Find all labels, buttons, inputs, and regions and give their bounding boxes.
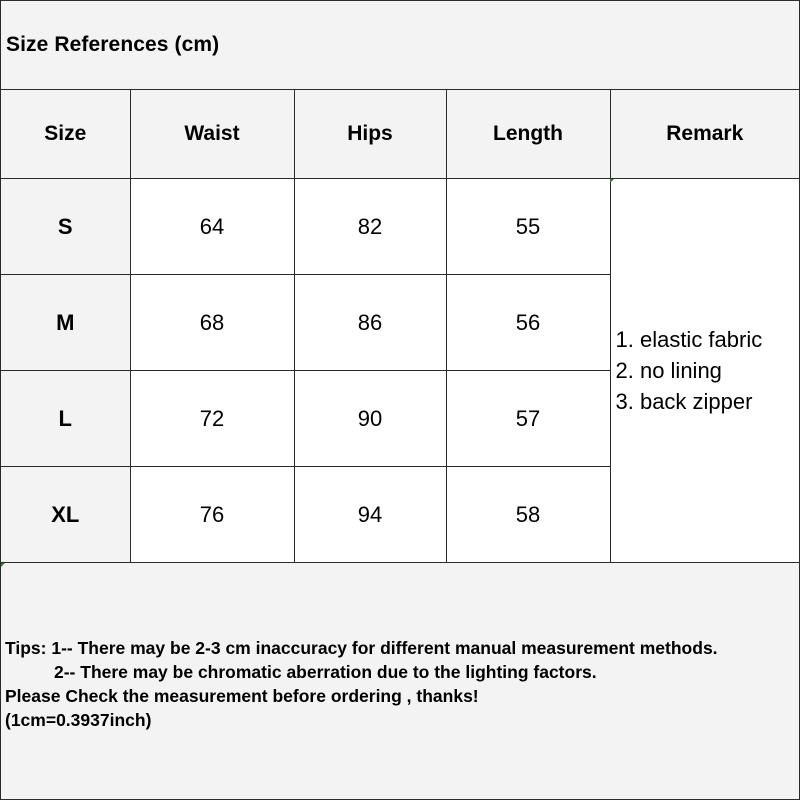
size-cell: XL <box>1 467 130 563</box>
tips-text <box>5 636 718 732</box>
size-cell: L <box>1 371 130 467</box>
waist-cell: 76 <box>130 467 294 563</box>
remark-cell <box>610 179 799 563</box>
length-cell: 55 <box>446 179 610 275</box>
header-length: Length <box>446 90 610 179</box>
length-cell: 56 <box>446 275 610 371</box>
waist-cell: 72 <box>130 371 294 467</box>
tip-line: (1cm=0.3937inch) <box>5 710 152 730</box>
remark-line: 3. back zipper <box>615 389 753 414</box>
tip-line: 2-- There may be chromatic aberration due to the lighting factors. <box>54 662 597 682</box>
hips-cell: 86 <box>294 275 446 371</box>
tip-line: Tips: 1-- There may be 2-3 cm inaccuracy for different manual measurement methods. <box>5 638 718 658</box>
waist-cell: 64 <box>130 179 294 275</box>
tip-line: Please Check the measurement before ordering , thanks! <box>5 686 479 706</box>
length-cell: 58 <box>446 467 610 563</box>
header-size: Size <box>1 90 130 179</box>
table-header-row <box>1 90 799 179</box>
tips-section <box>1 563 799 799</box>
title-bar <box>1 1 799 90</box>
size-cell: M <box>1 275 130 371</box>
waist-cell: 68 <box>130 275 294 371</box>
corner-marker <box>610 179 614 183</box>
size-table <box>1 90 799 563</box>
header-waist: Waist <box>130 90 294 179</box>
hips-cell: 90 <box>294 371 446 467</box>
hips-cell: 94 <box>294 467 446 563</box>
length-cell: 57 <box>446 371 610 467</box>
header-hips: Hips <box>294 90 446 179</box>
table-row <box>1 179 799 275</box>
header-remark: Remark <box>610 90 799 179</box>
hips-cell: 82 <box>294 179 446 275</box>
remark-line: 2. no lining <box>615 358 722 383</box>
size-cell: S <box>1 179 130 275</box>
chart-title: Size References (cm) <box>6 33 220 56</box>
remark-line: 1. elastic fabric <box>615 327 763 352</box>
corner-marker <box>1 563 5 567</box>
